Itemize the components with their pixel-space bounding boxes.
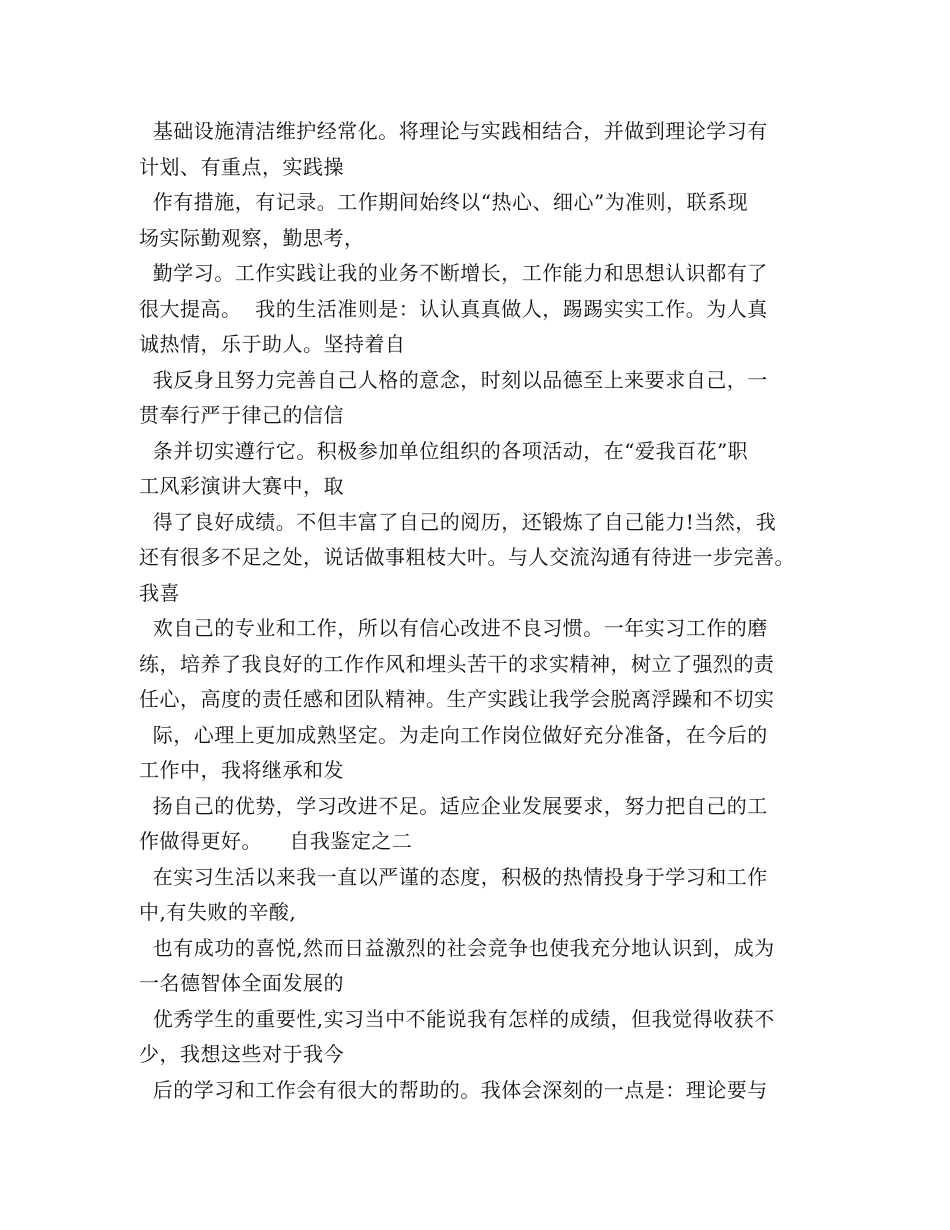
document-body [139,114,829,1108]
text-line: 作做得更好。 自我鉴定之二 [139,829,413,853]
text-line: 一名德智体全面发展的 [139,971,344,995]
text-line: 也有成功的喜悦,然而日益激烈的社会竞争也使我充分地认识到，成为 [139,935,775,960]
text-line: 还有很多不足之处，说话做事粗枝大叶。与人交流沟通有待进一步完善。 [139,545,795,569]
text-line: 贯奉行严于律己的信信 [139,403,344,427]
text-line: 场实际勤观察，勤思考， [139,225,365,250]
text-line: 中,有失败的辛酸, [139,900,297,924]
text-line: 得了良好成绩。不但丰富了自己的阅历，还锻炼了自己能力!当然，我 [139,509,777,534]
text-line: 作有措施，有记录。工作期间始终以“热心、细心”为准则，联系现 [139,190,749,214]
text-line: 我反身且努力完善自己人格的意念，时刻以品德至上来要求自己，一 [139,367,768,392]
text-line: 欢自己的专业和工作，所以有信心改进不良习惯。一年实习工作的磨 [139,616,768,640]
text-line: 基础设施清洁维护经常化。将理论与实践相结合，并做到理论学习有 [139,119,768,143]
text-line: 工作中，我将继承和发 [139,758,344,782]
text-line: 很大提高。 我的生活准则是：认认真真做人，踢踢实实工作。为人真 [139,296,768,321]
text-line: 练，培养了我良好的工作作风和埋头苦干的求实精神，树立了强烈的责 [139,651,775,676]
text-line: 扬自己的优势，学习改进不足。适应企业发展要求，努力把自己的工 [139,793,768,818]
text-line: 优秀学生的重要性,实习当中不能说我有怎样的成绩，但我觉得收获不 [139,1006,775,1031]
text-line: 际，心理上更加成熟坚定。为走向工作岗位做好充分准备，在今后的 [139,722,768,747]
text-line: 计划、有重点，实践操 [139,154,344,179]
text-line: 少，我想这些对于我今 [139,1042,344,1066]
text-line: 任心，高度的责任感和团队精神。生产实践让我学会脱离浮躁和不切实 [139,687,775,711]
text-line: 勤学习。工作实践让我的业务不断增长，工作能力和思想认识都有了 [139,261,768,285]
text-line: 诚热情，乐于助人。坚持着自 [139,332,406,356]
text-line: 在实习生活以来我一直以严谨的态度，积极的热情投身于学习和工作 [139,864,768,889]
text-line: 我喜 [139,580,180,605]
text-line: 工风彩演讲大赛中，取 [139,474,344,498]
text-line: 后的学习和工作会有很大的帮助的。我体会深刻的一点是：理论要与 [139,1077,768,1102]
text-line: 条并切实遵行它。积极参加单位组织的各项活动，在“爱我百花”职 [139,438,749,463]
